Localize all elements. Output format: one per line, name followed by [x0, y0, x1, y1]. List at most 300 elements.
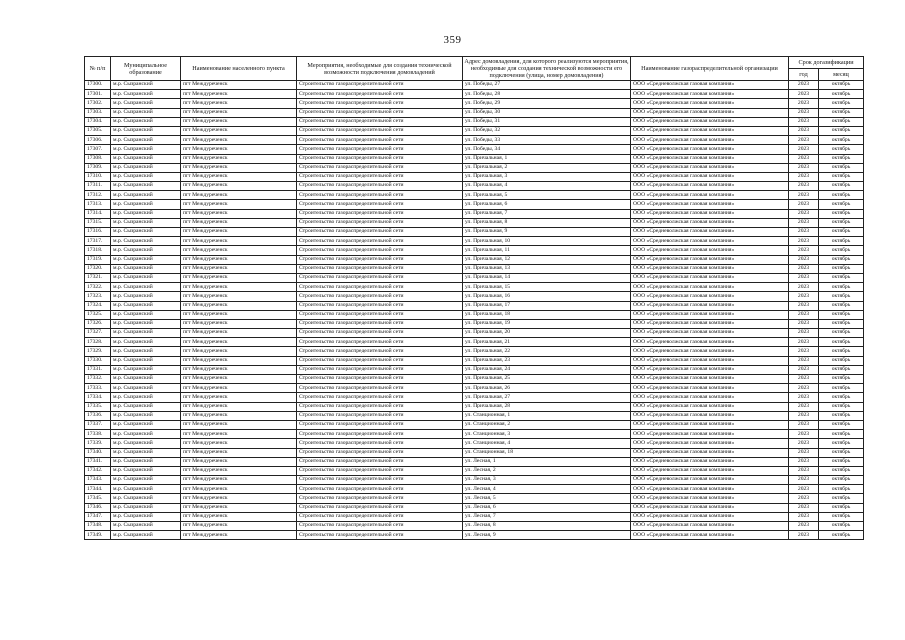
- address-cell: ул. Причальная, 10: [463, 237, 631, 246]
- municipality-cell: м.р. Сызранский: [111, 246, 181, 255]
- table-row: [85, 319, 864, 328]
- municipality-cell: м.р. Сызранский: [111, 457, 181, 466]
- address-cell: ул. Станционная, 3: [463, 430, 631, 439]
- year-cell: 2023: [789, 411, 819, 420]
- municipality-cell: м.р. Сызранский: [111, 264, 181, 273]
- row-number-cell: 17315.: [85, 218, 111, 227]
- measure-cell: Строительство газораспределительной сети: [297, 522, 463, 531]
- address-cell: ул. Лесная, 4: [463, 485, 631, 494]
- municipality-cell: м.р. Сызранский: [111, 182, 181, 191]
- organization-cell: ООО «Средневолжская газовая компания»: [631, 375, 789, 384]
- table-row: [85, 108, 864, 117]
- table-row: [85, 402, 864, 411]
- month-cell: октябрь: [819, 457, 864, 466]
- municipality-cell: м.р. Сызранский: [111, 503, 181, 512]
- year-cell: 2023: [789, 338, 819, 347]
- settlement-cell: пгт Междуреченск: [181, 228, 297, 237]
- organization-cell: ООО «Средневолжская газовая компания»: [631, 273, 789, 282]
- table-row: [85, 430, 864, 439]
- table-row: [85, 237, 864, 246]
- header-org: Наименование газораспределительной организации: [631, 57, 789, 81]
- month-cell: октябрь: [819, 172, 864, 181]
- year-cell: 2023: [789, 531, 819, 540]
- month-cell: октябрь: [819, 512, 864, 521]
- row-number-cell: 17340.: [85, 448, 111, 457]
- settlement-cell: пгт Междуреченск: [181, 393, 297, 402]
- year-cell: 2023: [789, 503, 819, 512]
- address-cell: ул. Станционная, 4: [463, 439, 631, 448]
- address-cell: ул. Станционная, 2: [463, 420, 631, 429]
- measure-cell: Строительство газораспределительной сети: [297, 209, 463, 218]
- month-cell: октябрь: [819, 154, 864, 163]
- organization-cell: ООО «Средневолжская газовая компания»: [631, 145, 789, 154]
- month-cell: октябрь: [819, 246, 864, 255]
- year-cell: 2023: [789, 466, 819, 475]
- municipality-cell: м.р. Сызранский: [111, 136, 181, 145]
- organization-cell: ООО «Средневолжская газовая компания»: [631, 347, 789, 356]
- municipality-cell: м.р. Сызранский: [111, 255, 181, 264]
- measure-cell: Строительство газораспределительной сети: [297, 402, 463, 411]
- table-row: [85, 375, 864, 384]
- table-row: [85, 329, 864, 338]
- header-year: год: [789, 69, 819, 81]
- month-cell: октябрь: [819, 503, 864, 512]
- measure-cell: Строительство газораспределительной сети: [297, 117, 463, 126]
- address-cell: ул. Станционная, 1: [463, 411, 631, 420]
- measure-cell: Строительство газораспределительной сети: [297, 512, 463, 521]
- municipality-cell: м.р. Сызранский: [111, 420, 181, 429]
- settlement-cell: пгт Междуреченск: [181, 301, 297, 310]
- organization-cell: ООО «Средневолжская газовая компания»: [631, 81, 789, 90]
- address-cell: ул. Победы, 27: [463, 81, 631, 90]
- address-cell: ул. Причальная, 22: [463, 347, 631, 356]
- year-cell: 2023: [789, 99, 819, 108]
- row-number-cell: 17319.: [85, 255, 111, 264]
- organization-cell: ООО «Средневолжская газовая компания»: [631, 503, 789, 512]
- settlement-cell: пгт Междуреченск: [181, 411, 297, 420]
- measure-cell: Строительство газораспределительной сети: [297, 200, 463, 209]
- table-row: [85, 172, 864, 181]
- year-cell: 2023: [789, 512, 819, 521]
- municipality-cell: м.р. Сызранский: [111, 466, 181, 475]
- measure-cell: Строительство газораспределительной сети: [297, 273, 463, 282]
- settlement-cell: пгт Междуреченск: [181, 283, 297, 292]
- header-address: Адрес домовладения, для которого реализуются мероприятия, необходимые для создания технической возможности его подключения (улица, номер домовладения): [464, 58, 629, 79]
- table-row: [85, 476, 864, 485]
- row-number-cell: 17322.: [85, 283, 111, 292]
- table-row: [85, 384, 864, 393]
- organization-cell: ООО «Средневолжская газовая компания»: [631, 430, 789, 439]
- municipality-cell: м.р. Сызранский: [111, 191, 181, 200]
- measure-cell: Строительство газораспределительной сети: [297, 319, 463, 328]
- row-number-cell: 17335.: [85, 402, 111, 411]
- row-number-cell: 17304.: [85, 117, 111, 126]
- table-row: [85, 512, 864, 521]
- row-number-cell: 17348.: [85, 522, 111, 531]
- header-settlement: Наименование населенного пункта: [181, 57, 297, 81]
- measure-cell: Строительство газораспределительной сети: [297, 90, 463, 99]
- year-cell: 2023: [789, 163, 819, 172]
- municipality-cell: м.р. Сызранский: [111, 338, 181, 347]
- row-number-cell: 17344.: [85, 485, 111, 494]
- table-row: [85, 347, 864, 356]
- measure-cell: Строительство газораспределительной сети: [297, 255, 463, 264]
- municipality-cell: м.р. Сызранский: [111, 117, 181, 126]
- organization-cell: ООО «Средневолжская газовая компания»: [631, 209, 789, 218]
- municipality-cell: м.р. Сызранский: [111, 154, 181, 163]
- header-num: № п/п: [85, 57, 111, 81]
- settlement-cell: пгт Междуреченск: [181, 494, 297, 503]
- month-cell: октябрь: [819, 420, 864, 429]
- address-cell: ул. Причальная, 27: [463, 393, 631, 402]
- municipality-cell: м.р. Сызранский: [111, 393, 181, 402]
- municipality-cell: м.р. Сызранский: [111, 273, 181, 282]
- address-cell: ул. Лесная, 7: [463, 512, 631, 521]
- municipality-cell: м.р. Сызранский: [111, 81, 181, 90]
- header-deadline: Срок догазификации: [789, 57, 864, 69]
- organization-cell: ООО «Средневолжская газовая компания»: [631, 439, 789, 448]
- address-cell: ул. Победы, 33: [463, 136, 631, 145]
- year-cell: 2023: [789, 522, 819, 531]
- table-row: [85, 136, 864, 145]
- measure-cell: Строительство газораспределительной сети: [297, 485, 463, 494]
- organization-cell: ООО «Средневолжская газовая компания»: [631, 301, 789, 310]
- organization-cell: ООО «Средневолжская газовая компания»: [631, 310, 789, 319]
- organization-cell: ООО «Средневолжская газовая компания»: [631, 136, 789, 145]
- address-cell: ул. Причальная, 2: [463, 163, 631, 172]
- organization-cell: ООО «Средневолжская газовая компания»: [631, 476, 789, 485]
- settlement-cell: пгт Междуреченск: [181, 191, 297, 200]
- year-cell: 2023: [789, 117, 819, 126]
- month-cell: октябрь: [819, 365, 864, 374]
- measure-cell: Строительство газораспределительной сети: [297, 494, 463, 503]
- table-row: [85, 301, 864, 310]
- organization-cell: ООО «Средневолжская газовая компания»: [631, 163, 789, 172]
- settlement-cell: пгт Междуреченск: [181, 81, 297, 90]
- year-cell: 2023: [789, 255, 819, 264]
- organization-cell: ООО «Средневолжская газовая компания»: [631, 246, 789, 255]
- month-cell: октябрь: [819, 522, 864, 531]
- organization-cell: ООО «Средневолжская газовая компания»: [631, 126, 789, 135]
- month-cell: октябрь: [819, 494, 864, 503]
- row-number-cell: 17309.: [85, 163, 111, 172]
- settlement-cell: пгт Междуреченск: [181, 420, 297, 429]
- measure-cell: Строительство газораспределительной сети: [297, 310, 463, 319]
- row-number-cell: 17320.: [85, 264, 111, 273]
- settlement-cell: пгт Междуреченск: [181, 466, 297, 475]
- row-number-cell: 17308.: [85, 154, 111, 163]
- row-number-cell: 17324.: [85, 301, 111, 310]
- organization-cell: ООО «Средневолжская газовая компания»: [631, 494, 789, 503]
- header-municipality: Муниципальное образование: [111, 57, 181, 81]
- municipality-cell: м.р. Сызранский: [111, 402, 181, 411]
- year-cell: 2023: [789, 182, 819, 191]
- table-row: [85, 292, 864, 301]
- row-number-cell: 17327.: [85, 329, 111, 338]
- measure-cell: Строительство газораспределительной сети: [297, 99, 463, 108]
- address-cell: ул. Причальная, 19: [463, 319, 631, 328]
- table-header: [85, 57, 864, 81]
- settlement-cell: пгт Междуреченск: [181, 163, 297, 172]
- settlement-cell: пгт Междуреченск: [181, 503, 297, 512]
- organization-cell: ООО «Средневолжская газовая компания»: [631, 448, 789, 457]
- table-row: [85, 209, 864, 218]
- address-cell: ул. Причальная, 26: [463, 384, 631, 393]
- settlement-cell: пгт Междуреченск: [181, 365, 297, 374]
- month-cell: октябрь: [819, 209, 864, 218]
- measure-cell: Строительство газораспределительной сети: [297, 466, 463, 475]
- table-row: [85, 522, 864, 531]
- table-row: [85, 182, 864, 191]
- month-cell: октябрь: [819, 264, 864, 273]
- address-cell: ул. Победы, 34: [463, 145, 631, 154]
- organization-cell: ООО «Средневолжская газовая компания»: [631, 264, 789, 273]
- year-cell: 2023: [789, 246, 819, 255]
- row-number-cell: 17303.: [85, 108, 111, 117]
- municipality-cell: м.р. Сызранский: [111, 283, 181, 292]
- organization-cell: ООО «Средневолжская газовая компания»: [631, 117, 789, 126]
- measure-cell: Строительство газораспределительной сети: [297, 126, 463, 135]
- table-row: [85, 393, 864, 402]
- year-cell: 2023: [789, 172, 819, 181]
- address-cell: ул. Причальная, 11: [463, 246, 631, 255]
- settlement-cell: пгт Междуреченск: [181, 90, 297, 99]
- measure-cell: Строительство газораспределительной сети: [297, 283, 463, 292]
- settlement-cell: пгт Междуреченск: [181, 356, 297, 365]
- address-cell: ул. Победы, 29: [463, 99, 631, 108]
- address-cell: ул. Причальная, 15: [463, 283, 631, 292]
- address-cell: ул. Причальная, 9: [463, 228, 631, 237]
- table-row: [85, 439, 864, 448]
- address-cell: ул. Причальная, 23: [463, 356, 631, 365]
- month-cell: октябрь: [819, 476, 864, 485]
- municipality-cell: м.р. Сызранский: [111, 319, 181, 328]
- table-row: [85, 448, 864, 457]
- municipality-cell: м.р. Сызранский: [111, 329, 181, 338]
- settlement-cell: пгт Междуреченск: [181, 218, 297, 227]
- settlement-cell: пгт Междуреченск: [181, 512, 297, 521]
- row-number-cell: 17332.: [85, 375, 111, 384]
- table-row: [85, 494, 864, 503]
- municipality-cell: м.р. Сызранский: [111, 172, 181, 181]
- settlement-cell: пгт Междуреченск: [181, 182, 297, 191]
- month-cell: октябрь: [819, 163, 864, 172]
- settlement-cell: пгт Междуреченск: [181, 439, 297, 448]
- measure-cell: Строительство газораспределительной сети: [297, 503, 463, 512]
- month-cell: октябрь: [819, 237, 864, 246]
- table-row: [85, 365, 864, 374]
- settlement-cell: пгт Междуреченск: [181, 448, 297, 457]
- measure-cell: Строительство газораспределительной сети: [297, 531, 463, 540]
- year-cell: 2023: [789, 494, 819, 503]
- settlement-cell: пгт Междуреченск: [181, 338, 297, 347]
- address-cell: ул. Причальная, 24: [463, 365, 631, 374]
- year-cell: 2023: [789, 439, 819, 448]
- table-row: [85, 145, 864, 154]
- measure-cell: Строительство газораспределительной сети: [297, 393, 463, 402]
- table-row: [85, 411, 864, 420]
- row-number-cell: 17301.: [85, 90, 111, 99]
- address-cell: ул. Причальная, 28: [463, 402, 631, 411]
- measure-cell: Строительство газораспределительной сети: [297, 420, 463, 429]
- municipality-cell: м.р. Сызранский: [111, 531, 181, 540]
- settlement-cell: пгт Междуреченск: [181, 329, 297, 338]
- row-number-cell: 17349.: [85, 531, 111, 540]
- municipality-cell: м.р. Сызранский: [111, 145, 181, 154]
- month-cell: октябрь: [819, 393, 864, 402]
- row-number-cell: 17305.: [85, 126, 111, 135]
- settlement-cell: пгт Междуреченск: [181, 375, 297, 384]
- municipality-cell: м.р. Сызранский: [111, 439, 181, 448]
- month-cell: октябрь: [819, 283, 864, 292]
- municipality-cell: м.р. Сызранский: [111, 200, 181, 209]
- address-cell: ул. Победы, 28: [463, 90, 631, 99]
- municipality-cell: м.р. Сызранский: [111, 430, 181, 439]
- municipality-cell: м.р. Сызранский: [111, 356, 181, 365]
- row-number-cell: 17342.: [85, 466, 111, 475]
- organization-cell: ООО «Средневолжская газовая компания»: [631, 356, 789, 365]
- table-row: [85, 228, 864, 237]
- settlement-cell: пгт Междуреченск: [181, 319, 297, 328]
- organization-cell: ООО «Средневолжская газовая компания»: [631, 411, 789, 420]
- organization-cell: ООО «Средневолжская газовая компания»: [631, 191, 789, 200]
- month-cell: октябрь: [819, 218, 864, 227]
- address-cell: ул. Причальная, 6: [463, 200, 631, 209]
- settlement-cell: пгт Междуреченск: [181, 292, 297, 301]
- row-number-cell: 17317.: [85, 237, 111, 246]
- measure-cell: Строительство газораспределительной сети: [297, 439, 463, 448]
- organization-cell: ООО «Средневолжская газовая компания»: [631, 255, 789, 264]
- table-row: [85, 485, 864, 494]
- row-number-cell: 17306.: [85, 136, 111, 145]
- month-cell: октябрь: [819, 126, 864, 135]
- row-number-cell: 17326.: [85, 319, 111, 328]
- table-row: [85, 191, 864, 200]
- organization-cell: ООО «Средневолжская газовая компания»: [631, 531, 789, 540]
- table-row: [85, 420, 864, 429]
- month-cell: октябрь: [819, 338, 864, 347]
- month-cell: октябрь: [819, 81, 864, 90]
- month-cell: октябрь: [819, 347, 864, 356]
- organization-cell: ООО «Средневолжская газовая компания»: [631, 218, 789, 227]
- row-number-cell: 17338.: [85, 430, 111, 439]
- municipality-cell: м.р. Сызранский: [111, 411, 181, 420]
- table-row: [85, 531, 864, 540]
- year-cell: 2023: [789, 393, 819, 402]
- measure-cell: Строительство газораспределительной сети: [297, 457, 463, 466]
- year-cell: 2023: [789, 448, 819, 457]
- municipality-cell: м.р. Сызранский: [111, 108, 181, 117]
- row-number-cell: 17345.: [85, 494, 111, 503]
- settlement-cell: пгт Междуреченск: [181, 255, 297, 264]
- header-month: месяц: [819, 69, 864, 81]
- row-number-cell: 17330.: [85, 356, 111, 365]
- year-cell: 2023: [789, 365, 819, 374]
- year-cell: 2023: [789, 136, 819, 145]
- address-cell: ул. Причальная, 5: [463, 191, 631, 200]
- address-cell: ул. Причальная, 1: [463, 154, 631, 163]
- year-cell: 2023: [789, 430, 819, 439]
- year-cell: 2023: [789, 329, 819, 338]
- table-row: [85, 246, 864, 255]
- row-number-cell: 17347.: [85, 512, 111, 521]
- month-cell: октябрь: [819, 136, 864, 145]
- table-row: [85, 90, 864, 99]
- settlement-cell: пгт Междуреченск: [181, 522, 297, 531]
- settlement-cell: пгт Междуреченск: [181, 145, 297, 154]
- year-cell: 2023: [789, 108, 819, 117]
- year-cell: 2023: [789, 81, 819, 90]
- address-cell: ул. Причальная, 3: [463, 172, 631, 181]
- month-cell: октябрь: [819, 255, 864, 264]
- organization-cell: ООО «Средневолжская газовая компания»: [631, 228, 789, 237]
- address-cell: ул. Лесная, 8: [463, 522, 631, 531]
- table-row: [85, 200, 864, 209]
- year-cell: 2023: [789, 402, 819, 411]
- address-cell: ул. Причальная, 18: [463, 310, 631, 319]
- row-number-cell: 17316.: [85, 228, 111, 237]
- year-cell: 2023: [789, 301, 819, 310]
- month-cell: октябрь: [819, 319, 864, 328]
- organization-cell: ООО «Средневолжская газовая компания»: [631, 200, 789, 209]
- organization-cell: ООО «Средневолжская газовая компания»: [631, 319, 789, 328]
- address-cell: ул. Причальная, 7: [463, 209, 631, 218]
- year-cell: 2023: [789, 485, 819, 494]
- municipality-cell: м.р. Сызранский: [111, 522, 181, 531]
- row-number-cell: 17314.: [85, 209, 111, 218]
- organization-cell: ООО «Средневолжская газовая компания»: [631, 402, 789, 411]
- row-number-cell: 17323.: [85, 292, 111, 301]
- settlement-cell: пгт Междуреченск: [181, 237, 297, 246]
- table-row: [85, 283, 864, 292]
- municipality-cell: м.р. Сызранский: [111, 347, 181, 356]
- measure-cell: Строительство газораспределительной сети: [297, 246, 463, 255]
- month-cell: октябрь: [819, 384, 864, 393]
- measure-cell: Строительство газораспределительной сети: [297, 292, 463, 301]
- year-cell: 2023: [789, 476, 819, 485]
- settlement-cell: пгт Междуреченск: [181, 126, 297, 135]
- measure-cell: Строительство газораспределительной сети: [297, 163, 463, 172]
- row-number-cell: 17310.: [85, 172, 111, 181]
- municipality-cell: м.р. Сызранский: [111, 99, 181, 108]
- month-cell: октябрь: [819, 191, 864, 200]
- address-cell: ул. Причальная, 13: [463, 264, 631, 273]
- row-number-cell: 17341.: [85, 457, 111, 466]
- row-number-cell: 17312.: [85, 191, 111, 200]
- measure-cell: Строительство газораспределительной сети: [297, 182, 463, 191]
- settlement-cell: пгт Междуреченск: [181, 310, 297, 319]
- settlement-cell: пгт Междуреченск: [181, 384, 297, 393]
- table-row: [85, 126, 864, 135]
- address-cell: ул. Причальная, 25: [463, 375, 631, 384]
- measure-cell: Строительство газораспределительной сети: [297, 301, 463, 310]
- measure-cell: Строительство газораспределительной сети: [297, 237, 463, 246]
- settlement-cell: пгт Междуреченск: [181, 154, 297, 163]
- municipality-cell: м.р. Сызранский: [111, 237, 181, 246]
- year-cell: 2023: [789, 420, 819, 429]
- municipality-cell: м.р. Сызранский: [111, 310, 181, 319]
- municipality-cell: м.р. Сызранский: [111, 485, 181, 494]
- measure-cell: Строительство газораспределительной сети: [297, 365, 463, 374]
- month-cell: октябрь: [819, 356, 864, 365]
- settlement-cell: пгт Междуреченск: [181, 136, 297, 145]
- year-cell: 2023: [789, 273, 819, 282]
- row-number-cell: 17337.: [85, 420, 111, 429]
- month-cell: октябрь: [819, 531, 864, 540]
- address-cell: ул. Причальная, 8: [463, 218, 631, 227]
- year-cell: 2023: [789, 319, 819, 328]
- measure-cell: Строительство газораспределительной сети: [297, 329, 463, 338]
